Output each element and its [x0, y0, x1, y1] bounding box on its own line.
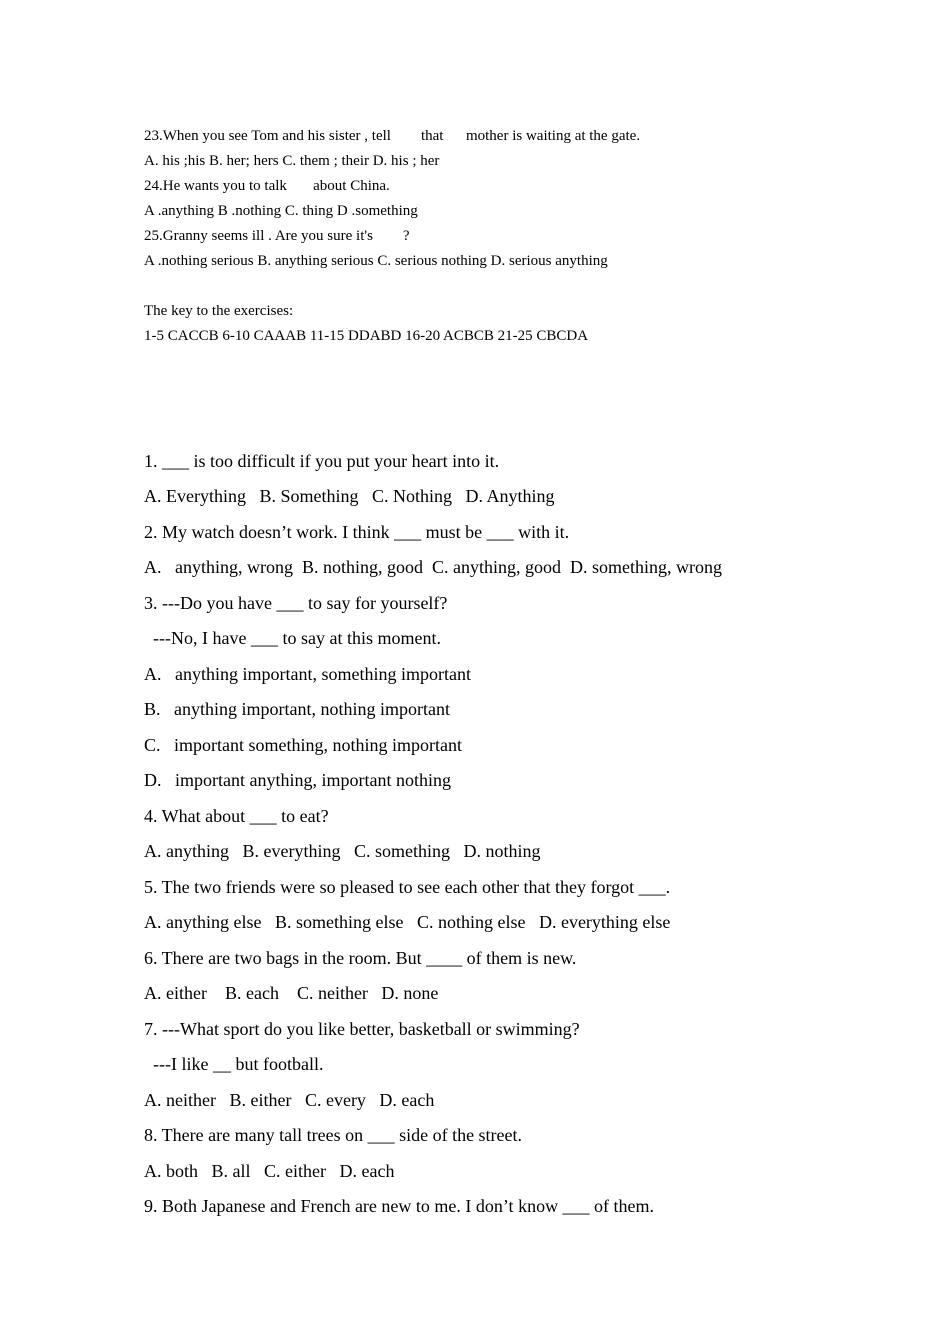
exercise-line: ---No, I have ___ to say at this moment.: [144, 628, 441, 648]
exercise-line: 7. ---What sport do you like better, basketball or swimming?: [144, 1019, 580, 1039]
question-23-options: A. his ;his B. her; hers C. them ; their D. his ; her: [144, 153, 440, 169]
answer-key-title: The key to the exercises:: [144, 303, 294, 319]
exercise-line: C. important something, nothing important: [144, 735, 462, 755]
exercise-line: A. anything, wrong B. nothing, good C. anything, good D. something, wrong: [144, 557, 722, 577]
exercise-line: A. both B. all C. either D. each: [144, 1161, 395, 1181]
exercise-line: 5. The two friends were so pleased to see each other that they forgot ___.: [144, 877, 671, 897]
exercise-line: A. anything important, something important: [144, 664, 471, 684]
question-24: 24.He wants you to talk about China.: [144, 178, 390, 194]
exercise-line: A. Everything B. Something C. Nothing D. Anything: [144, 486, 555, 506]
exercise-line: A. anything else B. something else C. nothing else D. everything else: [144, 912, 671, 932]
exercise-line: 8. There are many tall trees on ___ side of the street.: [144, 1125, 523, 1145]
exercise-line: A. either B. each C. neither D. none: [144, 983, 439, 1003]
question-25: 25.Granny seems ill . Are you sure it's ?: [144, 228, 410, 244]
exercise-line: 1. ___ is too difficult if you put your heart into it.: [144, 451, 500, 471]
exercise-line: 4. What about ___ to eat?: [144, 806, 329, 826]
exercise-line: A. anything B. everything C. something D. nothing: [144, 841, 541, 861]
exercise-line: 9. Both Japanese and French are new to me. I don’t know ___ of them.: [144, 1196, 655, 1216]
question-25-options: A .nothing serious B. anything serious C. serious nothing D. serious anything: [144, 253, 608, 269]
question-23: 23.When you see Tom and his sister , tell that mother is waiting at the gate.: [144, 128, 641, 144]
exercise-line: D. important anything, important nothing: [144, 770, 451, 790]
answer-key-answers: 1-5 CACCB 6-10 CAAAB 11-15 DDABD 16-20 ACBCB 21-25 CBCDA: [144, 328, 589, 344]
exercise-line: ---I like __ but football.: [144, 1054, 324, 1074]
exercise-line: 6. There are two bags in the room. But ____ of them is new.: [144, 948, 577, 968]
exercise-line: 3. ---Do you have ___ to say for yourself?: [144, 593, 448, 613]
exercise-line: B. anything important, nothing important: [144, 699, 450, 719]
exercise-line: A. neither B. either C. every D. each: [144, 1090, 435, 1110]
question-24-options: A .anything B .nothing C. thing D .something: [144, 203, 418, 219]
exercise-line: 2. My watch doesn’t work. I think ___ must be ___ with it.: [144, 522, 570, 542]
